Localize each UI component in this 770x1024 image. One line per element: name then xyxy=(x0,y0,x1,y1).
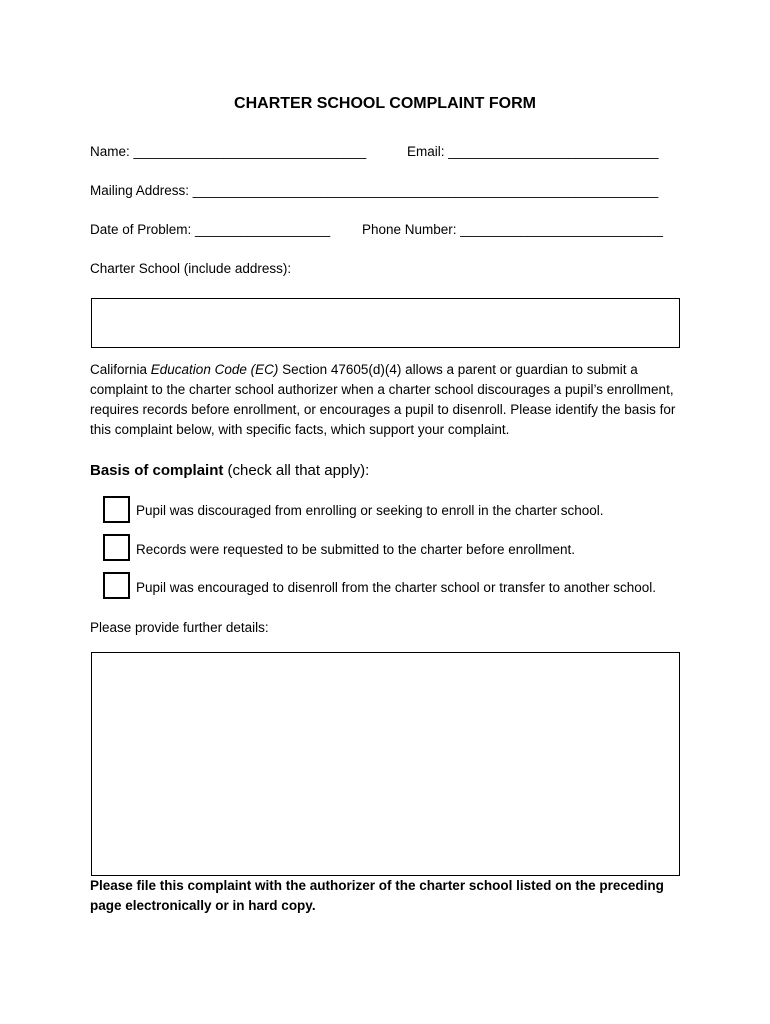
paragraph-text-2: Section 47605(d)(4) allows a parent or guardian to submit a complaint to the charter school authorizer when a charter school discourages a pupil’s enrollment, requires records before enrollment, or encourages a pupil to disenroll. Please identify the basis for this complaint below, with specific facts, which support your complaint. xyxy=(90,362,676,437)
footer-instructions: Please file this complaint with the authorizer of the charter school listed on the preceding page electronically or in hard copy. xyxy=(90,878,664,913)
basis-heading-bold: Basis of complaint xyxy=(90,462,224,479)
basis-heading xyxy=(90,462,369,479)
charter-school-label: Charter School (include address): xyxy=(90,261,292,276)
mailing-address-field[interactable]: Mailing Address: ______________________________________________________________ xyxy=(90,183,659,198)
basis-heading-rest: (check all that apply): xyxy=(223,462,370,479)
checkbox-encouraged-disenroll[interactable] xyxy=(103,572,130,599)
email-field[interactable]: Email: ____________________________ xyxy=(407,144,659,159)
paragraph-italic-ec: Education Code (EC) xyxy=(150,362,279,377)
checkbox-label-disenroll: Pupil was encouraged to disenroll from the charter school or transfer to another school. xyxy=(136,580,657,595)
date-of-problem-field[interactable]: Date of Problem: __________________ xyxy=(90,222,331,237)
name-field[interactable]: Name: _______________________________ xyxy=(90,144,367,159)
checkbox-discouraged-enrolling[interactable] xyxy=(103,496,130,523)
page-title: CHARTER SCHOOL COMPLAINT FORM xyxy=(234,95,536,112)
charter-school-input-box[interactable] xyxy=(91,298,680,348)
paragraph-text-1: California xyxy=(90,362,151,377)
phone-number-field[interactable]: Phone Number: ___________________________ xyxy=(362,222,664,237)
checkbox-label-discouraged: Pupil was discouraged from enrolling or seeking to enroll in the charter school. xyxy=(136,503,604,518)
instructions-paragraph xyxy=(90,360,680,440)
further-details-textarea[interactable] xyxy=(91,652,680,876)
further-details-label: Please provide further details: xyxy=(90,620,269,635)
checkbox-label-records: Records were requested to be submitted to the charter before enrollment. xyxy=(136,542,575,557)
checkbox-records-requested[interactable] xyxy=(103,534,130,561)
